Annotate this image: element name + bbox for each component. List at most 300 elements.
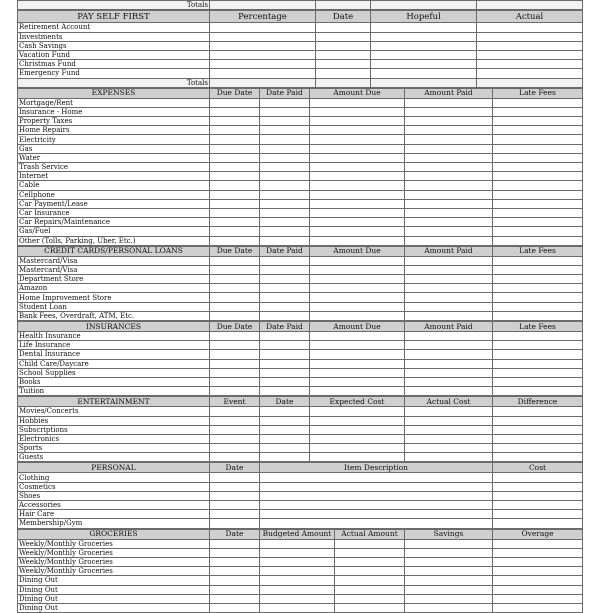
cell[interactable] bbox=[260, 510, 493, 519]
cell[interactable] bbox=[493, 341, 583, 350]
cell[interactable] bbox=[493, 265, 583, 274]
cell[interactable] bbox=[405, 332, 493, 341]
table-row bbox=[18, 539, 583, 548]
cell[interactable] bbox=[316, 60, 371, 69]
cell[interactable] bbox=[405, 284, 493, 293]
cell[interactable] bbox=[310, 163, 405, 172]
cell[interactable] bbox=[310, 190, 405, 199]
cell[interactable] bbox=[210, 557, 260, 566]
cell[interactable] bbox=[260, 416, 310, 425]
cell[interactable] bbox=[310, 265, 405, 274]
cell[interactable] bbox=[493, 199, 583, 208]
cell[interactable] bbox=[260, 332, 310, 341]
cell[interactable] bbox=[210, 332, 260, 341]
table-row bbox=[18, 350, 583, 359]
cell[interactable] bbox=[493, 144, 583, 153]
cell[interactable] bbox=[260, 107, 310, 116]
cell[interactable] bbox=[210, 181, 260, 190]
cell[interactable] bbox=[210, 23, 316, 32]
cell[interactable] bbox=[493, 576, 583, 585]
row-label: Accessories bbox=[18, 501, 210, 510]
cell[interactable] bbox=[310, 144, 405, 153]
cell[interactable] bbox=[493, 256, 583, 265]
cell[interactable] bbox=[210, 350, 260, 359]
cell[interactable] bbox=[310, 218, 405, 227]
cell[interactable] bbox=[371, 78, 477, 87]
cell[interactable] bbox=[405, 548, 493, 557]
cell[interactable] bbox=[260, 603, 335, 612]
cell[interactable] bbox=[371, 23, 477, 32]
cell[interactable] bbox=[310, 293, 405, 302]
cell[interactable] bbox=[260, 181, 310, 190]
cell[interactable] bbox=[310, 407, 405, 416]
cell[interactable] bbox=[310, 98, 405, 107]
cell[interactable] bbox=[493, 117, 583, 126]
cell[interactable] bbox=[310, 172, 405, 181]
cell[interactable] bbox=[493, 284, 583, 293]
cell[interactable] bbox=[260, 153, 310, 162]
cell[interactable] bbox=[405, 603, 493, 612]
cell[interactable] bbox=[310, 126, 405, 135]
cell[interactable] bbox=[260, 236, 310, 245]
cell[interactable] bbox=[493, 501, 583, 510]
cell[interactable] bbox=[260, 208, 310, 217]
cell[interactable] bbox=[493, 539, 583, 548]
cell[interactable] bbox=[493, 407, 583, 416]
cell[interactable] bbox=[210, 135, 260, 144]
cell[interactable] bbox=[405, 275, 493, 284]
cell[interactable] bbox=[310, 311, 405, 320]
row-label: Water bbox=[18, 153, 210, 162]
cell[interactable] bbox=[210, 567, 260, 576]
cell[interactable] bbox=[210, 501, 260, 510]
table-row bbox=[18, 126, 583, 135]
cell[interactable] bbox=[477, 69, 583, 78]
cell[interactable] bbox=[260, 190, 310, 199]
cell[interactable] bbox=[405, 181, 493, 190]
cell[interactable] bbox=[310, 236, 405, 245]
cell[interactable] bbox=[477, 60, 583, 69]
totals-label: Totals bbox=[18, 1, 210, 10]
cell[interactable] bbox=[405, 377, 493, 386]
table-row bbox=[18, 144, 583, 153]
cell[interactable] bbox=[493, 218, 583, 227]
cell[interactable] bbox=[210, 407, 260, 416]
cell[interactable] bbox=[310, 434, 405, 443]
cell[interactable] bbox=[210, 444, 260, 453]
cell[interactable] bbox=[493, 510, 583, 519]
cell[interactable] bbox=[210, 265, 260, 274]
cell[interactable] bbox=[260, 567, 335, 576]
cell[interactable] bbox=[260, 117, 310, 126]
section-header bbox=[18, 11, 583, 23]
cell[interactable] bbox=[477, 41, 583, 50]
cell[interactable] bbox=[210, 284, 260, 293]
cell[interactable] bbox=[335, 576, 405, 585]
cell[interactable] bbox=[493, 293, 583, 302]
cell[interactable] bbox=[210, 416, 260, 425]
cell[interactable] bbox=[310, 153, 405, 162]
cell[interactable] bbox=[405, 368, 493, 377]
cell[interactable] bbox=[335, 548, 405, 557]
cell[interactable] bbox=[316, 78, 371, 87]
table-row bbox=[18, 218, 583, 227]
cell[interactable] bbox=[477, 32, 583, 41]
cell[interactable] bbox=[260, 98, 310, 107]
cell[interactable] bbox=[310, 107, 405, 116]
cell[interactable] bbox=[477, 50, 583, 59]
cell[interactable] bbox=[371, 60, 477, 69]
column-header: Date Paid bbox=[260, 246, 310, 256]
table-row bbox=[18, 117, 583, 126]
cell[interactable] bbox=[493, 603, 583, 612]
cell[interactable] bbox=[310, 117, 405, 126]
cell[interactable] bbox=[371, 41, 477, 50]
cell[interactable] bbox=[493, 126, 583, 135]
cell[interactable] bbox=[310, 135, 405, 144]
cell[interactable] bbox=[405, 265, 493, 274]
cell[interactable] bbox=[210, 293, 260, 302]
cell[interactable] bbox=[405, 341, 493, 350]
cell[interactable] bbox=[260, 275, 310, 284]
cell[interactable] bbox=[210, 473, 260, 482]
table-row bbox=[18, 557, 583, 566]
cell[interactable] bbox=[210, 482, 260, 491]
cell[interactable] bbox=[405, 407, 493, 416]
cell[interactable] bbox=[210, 585, 260, 594]
cell[interactable] bbox=[210, 60, 316, 69]
cell[interactable] bbox=[260, 501, 493, 510]
cell[interactable] bbox=[260, 539, 335, 548]
cell[interactable] bbox=[210, 50, 316, 59]
cell[interactable] bbox=[210, 311, 260, 320]
row-label: Internet bbox=[18, 172, 210, 181]
cell[interactable] bbox=[405, 359, 493, 368]
cell[interactable] bbox=[210, 387, 260, 396]
cell[interactable] bbox=[405, 107, 493, 116]
budget-worksheet bbox=[17, 0, 582, 613]
cell[interactable] bbox=[310, 387, 405, 396]
table-row bbox=[18, 98, 583, 107]
cell[interactable] bbox=[210, 218, 260, 227]
cell[interactable] bbox=[493, 302, 583, 311]
cell[interactable] bbox=[335, 557, 405, 566]
cell[interactable] bbox=[405, 163, 493, 172]
cell[interactable] bbox=[405, 576, 493, 585]
cell[interactable] bbox=[335, 603, 405, 612]
cell[interactable] bbox=[477, 78, 583, 87]
cell[interactable] bbox=[260, 519, 493, 528]
cell[interactable] bbox=[260, 387, 310, 396]
cell[interactable] bbox=[260, 350, 310, 359]
row-label: Dining Out bbox=[18, 594, 210, 603]
cell[interactable] bbox=[310, 302, 405, 311]
cell[interactable] bbox=[493, 491, 583, 500]
cell[interactable] bbox=[405, 539, 493, 548]
cell[interactable] bbox=[210, 434, 260, 443]
cell[interactable] bbox=[260, 453, 310, 462]
section-header bbox=[18, 529, 583, 539]
cell[interactable] bbox=[260, 302, 310, 311]
cell[interactable] bbox=[310, 181, 405, 190]
cell[interactable] bbox=[405, 434, 493, 443]
cell[interactable] bbox=[210, 144, 260, 153]
cell[interactable] bbox=[493, 153, 583, 162]
row-label: Cellphone bbox=[18, 190, 210, 199]
cell[interactable] bbox=[405, 218, 493, 227]
cell[interactable] bbox=[493, 107, 583, 116]
cell[interactable] bbox=[493, 473, 583, 482]
cell[interactable] bbox=[493, 557, 583, 566]
cell[interactable] bbox=[260, 144, 310, 153]
cell[interactable] bbox=[371, 32, 477, 41]
cell[interactable] bbox=[493, 135, 583, 144]
cell[interactable] bbox=[405, 153, 493, 162]
cell[interactable] bbox=[310, 284, 405, 293]
cell[interactable] bbox=[493, 163, 583, 172]
cell[interactable] bbox=[405, 98, 493, 107]
cell[interactable] bbox=[405, 190, 493, 199]
cell[interactable] bbox=[210, 98, 260, 107]
cell[interactable] bbox=[310, 425, 405, 434]
cell[interactable] bbox=[405, 172, 493, 181]
totals-row bbox=[18, 1, 583, 10]
cell[interactable] bbox=[493, 311, 583, 320]
cell[interactable] bbox=[405, 144, 493, 153]
cell[interactable] bbox=[405, 585, 493, 594]
cell[interactable] bbox=[405, 236, 493, 245]
cell[interactable] bbox=[260, 135, 310, 144]
cell[interactable] bbox=[260, 548, 335, 557]
row-label: Student Loan bbox=[18, 302, 210, 311]
cell[interactable] bbox=[493, 425, 583, 434]
cell[interactable] bbox=[493, 181, 583, 190]
cell[interactable] bbox=[493, 585, 583, 594]
row-label: Department Store bbox=[18, 275, 210, 284]
cell[interactable] bbox=[316, 23, 371, 32]
cell[interactable] bbox=[260, 256, 310, 265]
cell[interactable] bbox=[335, 567, 405, 576]
cell[interactable] bbox=[210, 539, 260, 548]
cell[interactable] bbox=[493, 519, 583, 528]
cell[interactable] bbox=[310, 227, 405, 236]
cell[interactable] bbox=[493, 332, 583, 341]
cell[interactable] bbox=[210, 425, 260, 434]
cell[interactable] bbox=[493, 434, 583, 443]
table-row bbox=[18, 377, 583, 386]
cell[interactable] bbox=[316, 1, 371, 10]
cell[interactable] bbox=[310, 256, 405, 265]
cell[interactable] bbox=[371, 50, 477, 59]
cell[interactable] bbox=[260, 491, 493, 500]
cell[interactable] bbox=[260, 368, 310, 377]
cell[interactable] bbox=[210, 1, 316, 10]
cell[interactable] bbox=[371, 69, 477, 78]
cell[interactable] bbox=[316, 50, 371, 59]
cell[interactable] bbox=[310, 199, 405, 208]
cell[interactable] bbox=[405, 311, 493, 320]
cell[interactable] bbox=[493, 453, 583, 462]
cell[interactable] bbox=[260, 172, 310, 181]
cell[interactable] bbox=[260, 482, 493, 491]
cell[interactable] bbox=[260, 576, 335, 585]
cell[interactable] bbox=[405, 302, 493, 311]
cell[interactable] bbox=[316, 69, 371, 78]
cell[interactable] bbox=[260, 199, 310, 208]
cell[interactable] bbox=[310, 368, 405, 377]
cell[interactable] bbox=[310, 377, 405, 386]
cell[interactable] bbox=[210, 190, 260, 199]
cell[interactable] bbox=[493, 377, 583, 386]
cell[interactable] bbox=[316, 41, 371, 50]
cell[interactable] bbox=[405, 199, 493, 208]
cell[interactable] bbox=[210, 341, 260, 350]
cell[interactable] bbox=[210, 359, 260, 368]
cell[interactable] bbox=[310, 416, 405, 425]
cell[interactable] bbox=[210, 172, 260, 181]
cell[interactable] bbox=[210, 377, 260, 386]
cell[interactable] bbox=[260, 377, 310, 386]
cell[interactable] bbox=[405, 387, 493, 396]
cell[interactable] bbox=[493, 567, 583, 576]
cell[interactable] bbox=[405, 117, 493, 126]
cell[interactable] bbox=[310, 444, 405, 453]
cell[interactable] bbox=[260, 341, 310, 350]
cell[interactable] bbox=[210, 208, 260, 217]
cell[interactable] bbox=[260, 473, 493, 482]
cell[interactable] bbox=[310, 332, 405, 341]
cell[interactable] bbox=[493, 359, 583, 368]
cell[interactable] bbox=[405, 594, 493, 603]
cell[interactable] bbox=[210, 510, 260, 519]
cell[interactable] bbox=[493, 548, 583, 557]
cell[interactable] bbox=[493, 594, 583, 603]
cell[interactable] bbox=[335, 539, 405, 548]
cell[interactable] bbox=[210, 41, 316, 50]
section-header bbox=[18, 322, 583, 332]
section-title: EXPENSES bbox=[18, 88, 210, 98]
cell[interactable] bbox=[210, 117, 260, 126]
cell[interactable] bbox=[405, 416, 493, 425]
cell[interactable] bbox=[210, 576, 260, 585]
cell[interactable] bbox=[316, 32, 371, 41]
cell[interactable] bbox=[405, 208, 493, 217]
cell[interactable] bbox=[493, 444, 583, 453]
column-header: Actual Amount bbox=[335, 529, 405, 539]
cell[interactable] bbox=[210, 491, 260, 500]
cell[interactable] bbox=[260, 425, 310, 434]
cell[interactable] bbox=[310, 453, 405, 462]
cell[interactable] bbox=[210, 78, 316, 87]
cell[interactable] bbox=[405, 425, 493, 434]
cell[interactable] bbox=[493, 236, 583, 245]
cell[interactable] bbox=[310, 275, 405, 284]
cell[interactable] bbox=[260, 126, 310, 135]
cell[interactable] bbox=[260, 218, 310, 227]
cell[interactable] bbox=[405, 135, 493, 144]
cell[interactable] bbox=[405, 453, 493, 462]
cell[interactable] bbox=[405, 227, 493, 236]
cell[interactable] bbox=[260, 444, 310, 453]
cell[interactable] bbox=[260, 359, 310, 368]
cell[interactable] bbox=[310, 359, 405, 368]
cell[interactable] bbox=[405, 567, 493, 576]
cell[interactable] bbox=[260, 284, 310, 293]
cell[interactable] bbox=[477, 1, 583, 10]
cell[interactable] bbox=[371, 1, 477, 10]
cell[interactable] bbox=[260, 585, 335, 594]
cell[interactable] bbox=[210, 594, 260, 603]
row-label: Hair Care bbox=[18, 510, 210, 519]
row-label: Movies/Concerts bbox=[18, 407, 210, 416]
cell[interactable] bbox=[210, 548, 260, 557]
cell[interactable] bbox=[477, 23, 583, 32]
cell[interactable] bbox=[210, 227, 260, 236]
cell[interactable] bbox=[493, 275, 583, 284]
cell[interactable] bbox=[210, 603, 260, 612]
cell[interactable] bbox=[493, 387, 583, 396]
cell[interactable] bbox=[260, 293, 310, 302]
cell[interactable] bbox=[260, 594, 335, 603]
cell[interactable] bbox=[260, 407, 310, 416]
cell[interactable] bbox=[210, 69, 316, 78]
cell[interactable] bbox=[210, 519, 260, 528]
cell[interactable] bbox=[493, 172, 583, 181]
cell[interactable] bbox=[493, 350, 583, 359]
cell[interactable] bbox=[310, 341, 405, 350]
cell[interactable] bbox=[210, 163, 260, 172]
cell[interactable] bbox=[493, 368, 583, 377]
cell[interactable] bbox=[260, 311, 310, 320]
cell[interactable] bbox=[210, 199, 260, 208]
cell[interactable] bbox=[210, 453, 260, 462]
cell[interactable] bbox=[210, 368, 260, 377]
cell[interactable] bbox=[260, 434, 310, 443]
cell[interactable] bbox=[493, 416, 583, 425]
cell[interactable] bbox=[493, 190, 583, 199]
cell[interactable] bbox=[405, 293, 493, 302]
cell[interactable] bbox=[335, 594, 405, 603]
cell[interactable] bbox=[405, 444, 493, 453]
cell[interactable] bbox=[405, 557, 493, 566]
cell[interactable] bbox=[260, 557, 335, 566]
cell[interactable] bbox=[210, 126, 260, 135]
cell[interactable] bbox=[210, 256, 260, 265]
cell[interactable] bbox=[493, 98, 583, 107]
cell[interactable] bbox=[260, 227, 310, 236]
cell[interactable] bbox=[210, 236, 260, 245]
cell[interactable] bbox=[493, 482, 583, 491]
cell[interactable] bbox=[210, 107, 260, 116]
cell[interactable] bbox=[405, 126, 493, 135]
cell[interactable] bbox=[493, 227, 583, 236]
cell[interactable] bbox=[210, 153, 260, 162]
cell[interactable] bbox=[260, 163, 310, 172]
row-label: Christmas Fund bbox=[18, 60, 210, 69]
cell[interactable] bbox=[210, 32, 316, 41]
cell[interactable] bbox=[405, 256, 493, 265]
cell[interactable] bbox=[493, 208, 583, 217]
cell[interactable] bbox=[210, 302, 260, 311]
cell[interactable] bbox=[260, 265, 310, 274]
cell[interactable] bbox=[310, 208, 405, 217]
cell[interactable] bbox=[210, 275, 260, 284]
cell[interactable] bbox=[310, 350, 405, 359]
row-label: Sports bbox=[18, 444, 210, 453]
cell[interactable] bbox=[405, 350, 493, 359]
table-row bbox=[18, 275, 583, 284]
cell[interactable] bbox=[335, 585, 405, 594]
